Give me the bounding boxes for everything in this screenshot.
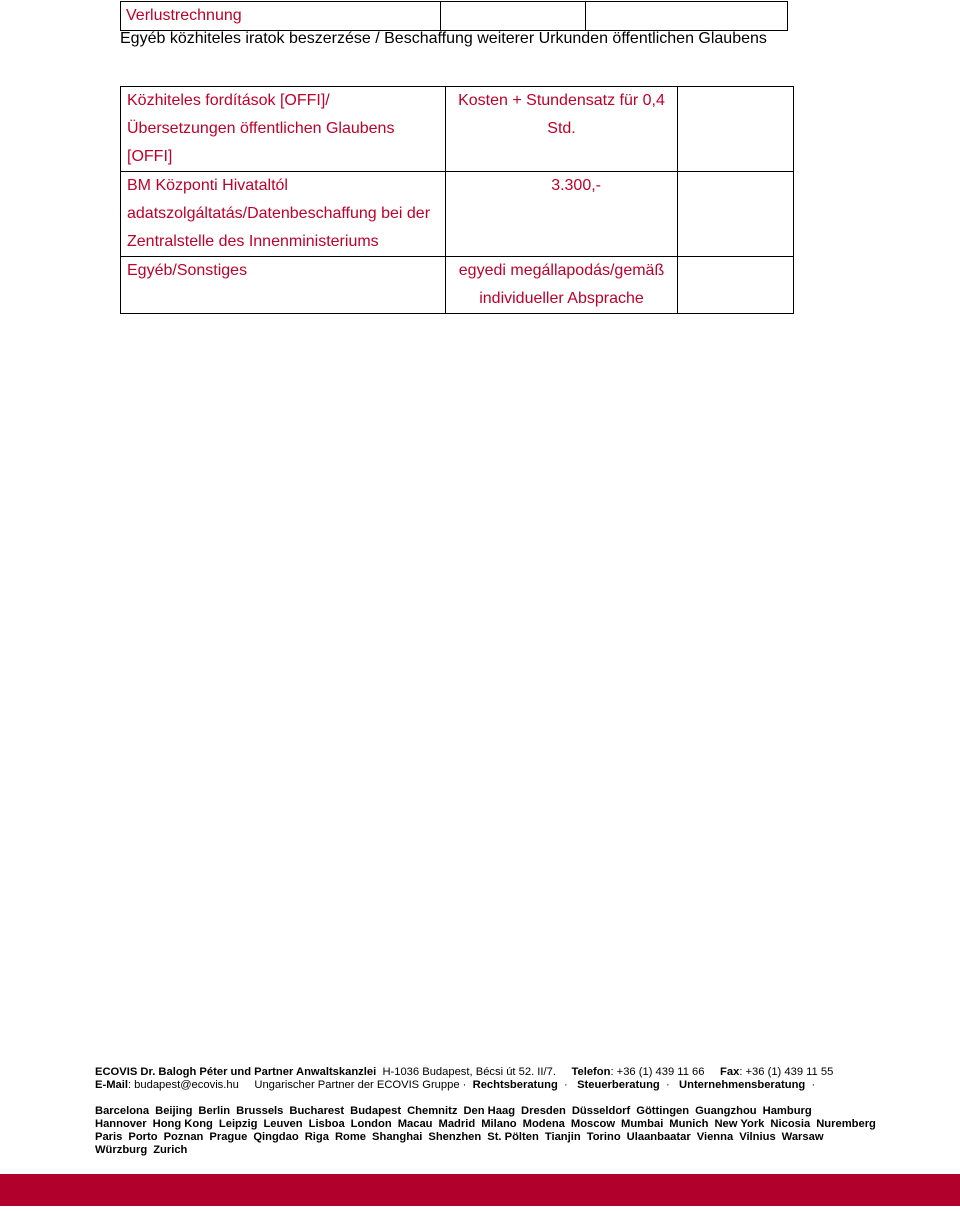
city-name: Guangzhou: [695, 1105, 757, 1117]
fax-label: Fax: [720, 1066, 740, 1078]
city-name: Leuven: [263, 1118, 303, 1130]
city-name: Beijing: [155, 1105, 193, 1117]
top-table: [120, 1, 788, 31]
service-steuerberatung: Steuerberatung: [577, 1079, 660, 1091]
city-name: St. Pölten: [487, 1131, 539, 1143]
service-cell: [121, 257, 446, 314]
city-name: Den Haag: [463, 1105, 516, 1117]
city-name: Milano: [481, 1118, 517, 1130]
city-name: Göttingen: [636, 1105, 690, 1117]
city-name: Warsaw: [781, 1131, 824, 1143]
city-name: Hong Kong: [152, 1118, 213, 1130]
city-name: Munich: [669, 1118, 709, 1130]
city-name: New York: [714, 1118, 765, 1130]
section-subtitle: Egyéb közhiteles iratok beszerzése / Beschaffung weiterer Urkunden öffentlichen Glaubens: [120, 30, 767, 47]
footer-line-email: E-Mail: budapest@ecovis.hu Ungarischer Partner der ECOVIS Gruppe · Rechtsberatung · Steuerberatung · Unternehmensberatung ·: [95, 1079, 816, 1091]
city-name: Nuremberg: [816, 1118, 876, 1130]
city-name: Macau: [397, 1118, 433, 1130]
city-name: Dresden: [521, 1105, 566, 1117]
email-label: E-Mail: [95, 1079, 128, 1091]
company-address: H-1036 Budapest, Bécsi út 52. II/7.: [382, 1066, 556, 1078]
phone-label: Telefon: [571, 1066, 611, 1078]
service-rechtsberatung: Rechtsberatung: [472, 1079, 558, 1091]
city-name: Hamburg: [762, 1105, 812, 1117]
price-cell: [446, 172, 678, 257]
page-footer: [95, 1066, 885, 1157]
empty-cell: [586, 2, 788, 31]
service-unternehmensberatung: Unternehmensberatung: [679, 1079, 806, 1091]
city-name: Leipzig: [218, 1118, 258, 1130]
price-cell: [446, 87, 678, 172]
city-name: Mumbai: [621, 1118, 664, 1130]
fax-number: : +36 (1) 439 11 55: [739, 1066, 834, 1078]
service-line: Közhiteles fordítások [OFFI]/: [127, 92, 330, 109]
city-name: Prague: [209, 1131, 248, 1143]
city-name: Porto: [128, 1131, 158, 1143]
city-name: Würzburg: [95, 1144, 148, 1156]
city-name: Paris: [95, 1131, 123, 1143]
partner-text: Ungarischer Partner der ECOVIS Gruppe ·: [254, 1079, 467, 1091]
price-line: Std.: [547, 120, 576, 137]
price-line: individueller Absprache: [479, 290, 644, 307]
table-row: [121, 257, 794, 314]
table-row: [121, 87, 794, 172]
city-name: Vilnius: [739, 1131, 776, 1143]
service-line: BM Központi Hivataltól: [127, 177, 288, 194]
email-address[interactable]: : budapest@ecovis.hu: [127, 1079, 239, 1091]
footer-line-company: [95, 1066, 885, 1079]
footer-red-bar: [0, 1174, 960, 1206]
empty-cell: [678, 172, 794, 257]
empty-cell: [441, 2, 586, 31]
city-name: Torino: [586, 1131, 621, 1143]
city-name: Tianjin: [544, 1131, 581, 1143]
service-line: Egyéb/Sonstiges: [127, 262, 248, 279]
service-line: [OFFI]: [127, 148, 173, 165]
service-cell: [121, 87, 446, 172]
city-name: Berlin: [198, 1105, 231, 1117]
service-cell: [121, 172, 446, 257]
cell-verlustrechnung: Verlustrechnung: [121, 2, 441, 31]
city-name: Barcelona: [95, 1105, 150, 1117]
city-name: Hannover: [95, 1118, 147, 1130]
city-name: Riga: [304, 1131, 329, 1143]
city-name: Modena: [522, 1118, 565, 1130]
city-name: Bucharest: [289, 1105, 345, 1117]
footer-cities-line: [95, 1105, 885, 1118]
service-line: Übersetzungen öffentlichen Glaubens: [127, 120, 395, 137]
city-name: Chemnitz: [407, 1105, 458, 1117]
fee-table: [120, 86, 794, 314]
city-name: Zurich: [153, 1144, 188, 1156]
city-name: Madrid: [438, 1118, 476, 1130]
price-cell: [446, 257, 678, 314]
table-row: [121, 172, 794, 257]
city-name: Ulaanbaatar: [626, 1131, 691, 1143]
city-name: Lisboa: [308, 1118, 345, 1130]
footer-cities-line: [95, 1144, 885, 1157]
city-name: Düsseldorf: [571, 1105, 631, 1117]
city-name: Rome: [334, 1131, 367, 1143]
city-name: Qingdao: [253, 1131, 299, 1143]
city-name: Shenzhen: [428, 1131, 482, 1143]
table-row: [121, 2, 788, 31]
city-name: Nicosia: [770, 1118, 811, 1130]
city-name: Shanghai: [372, 1131, 423, 1143]
empty-cell: [678, 87, 794, 172]
service-line: Zentralstelle des Innenministeriums: [127, 233, 379, 250]
empty-cell: [678, 257, 794, 314]
city-name: Vienna: [696, 1131, 734, 1143]
city-name: Moscow: [570, 1118, 616, 1130]
footer-cities-line: [95, 1118, 885, 1131]
city-name: Poznan: [163, 1131, 204, 1143]
price-line: Kosten + Stundensatz für 0,4: [458, 92, 665, 109]
city-name: Budapest: [350, 1105, 402, 1117]
service-line: adatszolgáltatás/Datenbeschaffung bei der: [127, 205, 431, 222]
city-name: London: [350, 1118, 392, 1130]
company-name: ECOVIS Dr. Balogh Péter und Partner Anwaltskanzlei: [95, 1066, 377, 1078]
footer-cities-line: [95, 1131, 885, 1144]
phone-number: : +36 (1) 439 11 66: [610, 1066, 705, 1078]
price-line: egyedi megállapodás/gemäß: [458, 262, 665, 279]
price-line: 3.300,-: [551, 177, 601, 194]
city-name: Brussels: [236, 1105, 284, 1117]
